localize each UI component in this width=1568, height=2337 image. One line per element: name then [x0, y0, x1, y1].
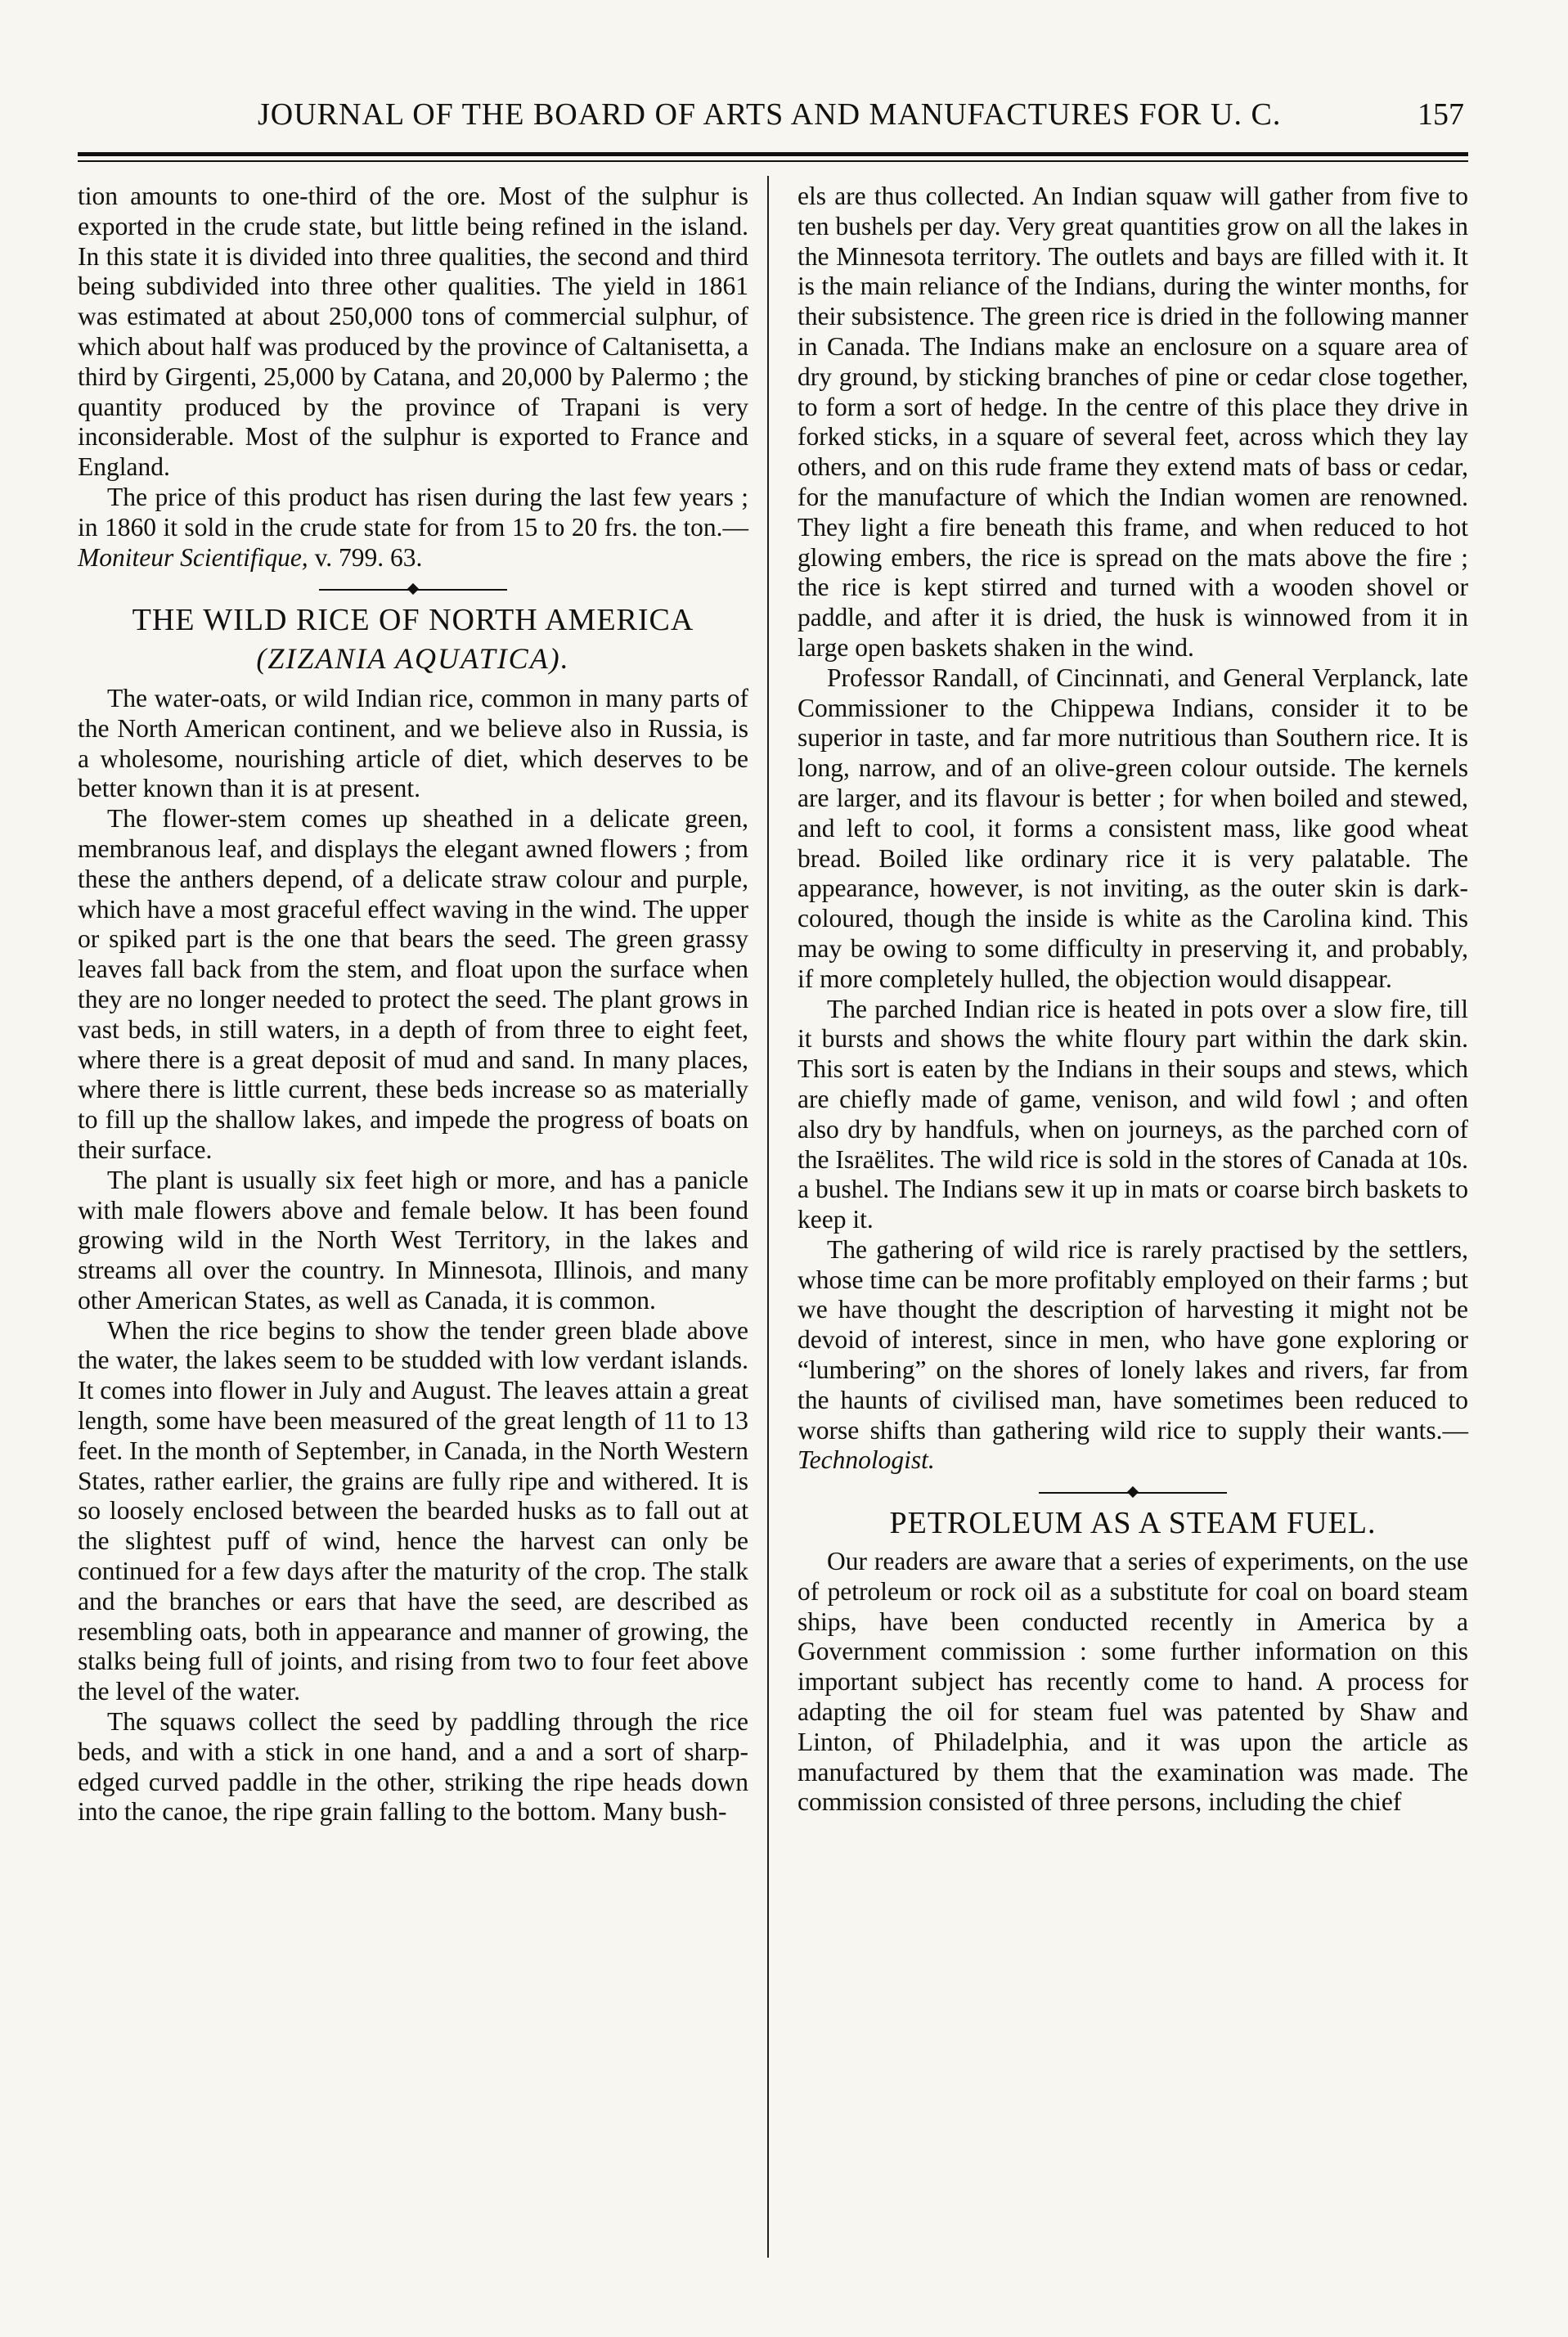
price-paragraph [78, 483, 748, 573]
header-rule-thick [78, 152, 1468, 156]
article-paragraph: When the rice begins to show the tender green blade above the water, the lakes seem to be studded with low verdant islands. It comes into flower in July and August. The leaves attain a great length, some have been measured of the great length of 11 to 13 feet. In the month of September, in Canada, in the North Western States, rather earlier, the grains are fully ripe and withered. It is so loosely enclosed between the bearded husks as to fall out at the slightest puff of wind, hence the harvest can only be continued for a few days after the maturity of the crop. The stalk and the branches or ears that have the seed, are described as resembling oats, both in appearance and manner of growing, the stalks being full of joints, and rising from two to four feet above the level of the water. [78, 1315, 748, 1706]
gathering-source: Technologist. [797, 1445, 935, 1475]
header-rule-thin [78, 160, 1468, 162]
section-separator [319, 589, 507, 591]
section-separator [1039, 1492, 1227, 1494]
gathering-paragraph [797, 1235, 1468, 1476]
gathering-text: The gathering of wild rice is rarely practised by the settlers, whose time can be more profitably employed on their farms ; but we have thought the description of harvesting it might not be devoid of interest, since in men, who have gone exploring or “lumbering” on the shores of lonely lakes and rivers, far from the haunts of civilised man, have sometimes been reduced to worse shifts than gathering wild rice to supply their wants.— [797, 1234, 1468, 1445]
journal-title: JOURNAL OF THE BOARD OF ARTS AND MANUFACTURES FOR U. C. [258, 97, 1282, 132]
article-paragraph: Professor Randall, of Cincinnati, and General Verplanck, late Commissioner to the Chippewa Indians, consider it to be superior in taste, and far more nutritious than Southern rice. It is long, narrow, and of an olive-green colour outside. The kernels are larger, and its flavour is better ; for when boiled and stewed, and left to cool, it forms a consistent mass, like good wheat bread. Boiled like ordinary rice it is very palatable. The appearance, however, is not inviting, as the outer skin is dark-coloured, though the inside is white as the Carolina kind. This may be owing to some difficulty in preserving it, and probably, if more completely hulled, the objection would disappear. [797, 663, 1468, 993]
running-head [78, 97, 1468, 144]
page-number: 157 [1417, 97, 1464, 132]
article-paragraph: The water-oats, or wild Indian rice, common in many parts of the North American continent, and we believe also in Russia, is a wholesome, nourishing article of diet, which deserves to be better known than it is at present. [78, 683, 748, 803]
article-paragraph: els are thus collected. An Indian squaw will gather from five to ten bushels per day. Very great quantities grow on all the lakes in the Minnesota territory. The outlets and bays are filled with it. It is the main reliance of the Indians, during the winter months, for their subsistence. The green rice is dried in the following manner in Canada. The Indians make an enclosure on a square area of dry ground, by sticking branches of pine or cedar close together, to form a sort of hedge. In the centre of this place they drive in forked sticks, in a square of several feet, across which they lay others, and on this rude frame they extend mats of bass or cedar, for the manufacture of which the Indian women are renowned. They light a fire beneath this frame, and when reduced to hot glowing embers, the rice is spread on the mats above the fire ; the rice is kept stirred and turned with a wooden shovel or paddle, and after it is dried, the husk is winnowed from it in large open baskets shaken in the wind. [797, 182, 1468, 662]
article-paragraph: The plant is usually six feet high or more, and has a panicle with male flowers above and female below. It has been found growing wild in the North West Territory, in the lakes and streams all over the country. In Minnesota, Illinois, and many other American States, as well as Canada, it is common. [78, 1165, 748, 1315]
article2-paragraph: Our readers are aware that a series of experiments, on the use of petroleum or rock oil as a substitute for coal on board steam ships, have been conducted recently in America by a Government commission : some further information on this important subject has recently come to hand. A process for adapting the oil for steam fuel was patented by Shaw and Linton, of Philadelphia, and it was upon the article as manufactured by them that the examination was made. The commission consisted of three persons, including the chief [797, 1547, 1468, 1817]
right-column [797, 182, 1468, 1818]
article-paragraph: The flower-stem comes up sheathed in a delicate green, membranous leaf, and displays the elegant awned flowers ; from these the anthers depend, of a delicate straw colour and purple, which have a most graceful effect waving in the wind. The upper or spiked part is the one that bears the seed. The green grassy leaves fall back from the stem, and float upon the surface when they are no longer needed to protect the seed. The plant grows in vast beds, in still waters, in a depth of from three to eight feet, where there is a great deposit of mud and sand. In many places, where there is little current, these beds increase so as materially to fill up the shallow lakes, and impede the progress of boats on their surface. [78, 804, 748, 1164]
article-title: THE WILD RICE OF NORTH AMERICA [132, 603, 694, 638]
column-divider [767, 176, 769, 2258]
price-text: The price of this product has risen during the last few years ; in 1860 it sold in the crude state for from 15 to 20 frs. the ton.— [78, 482, 748, 542]
article-subtitle: (ZIZANIA AQUATICA). [256, 642, 570, 676]
continued-paragraph: tion amounts to one-third of the ore. Most of the sulphur is exported in the crude state, but little being refined in the island. In this state it is divided into three qualities, the second and third being subdivided into three other qualities. The yield in 1861 was estimated at about 250,000 tons of commercial sulphur, of which about half was produced by the province of Caltanisetta, a third by Girgenti, 25,000 by Catana, and 20,000 by Palermo ; the quantity produced by the province of Trapani is very inconsiderable. Most of the sulphur is exported to France and England. [78, 182, 748, 482]
article-paragraph: The parched Indian rice is heated in pots over a slow fire, till it bursts and shows the white floury part within the dark skin. This sort is eaten by the Indians in their soups and stews, which are chiefly made of game, venison, and wild fowl ; and often also dry by handfuls, when on journeys, as the parched corn of the Israëlites. The wild rice is sold in the stores of Canada at 10s. a bushel. The Indians sew it up in mats or coarse birch baskets to keep it. [797, 994, 1468, 1234]
price-source: Moniteur Scientifique, [78, 542, 308, 572]
article2-title: PETROLEUM AS A STEAM FUEL. [889, 1506, 1377, 1541]
price-tail: v. 799. 63. [308, 542, 423, 572]
left-column [78, 182, 748, 1827]
article-paragraph: The squaws collect the seed by paddling through the rice beds, and with a stick in one hand, and a and a sort of sharp-edged curved paddle in the other, striking the ripe heads down into the canoe, the ripe grain falling to the bottom. Many bush- [78, 1707, 748, 1827]
